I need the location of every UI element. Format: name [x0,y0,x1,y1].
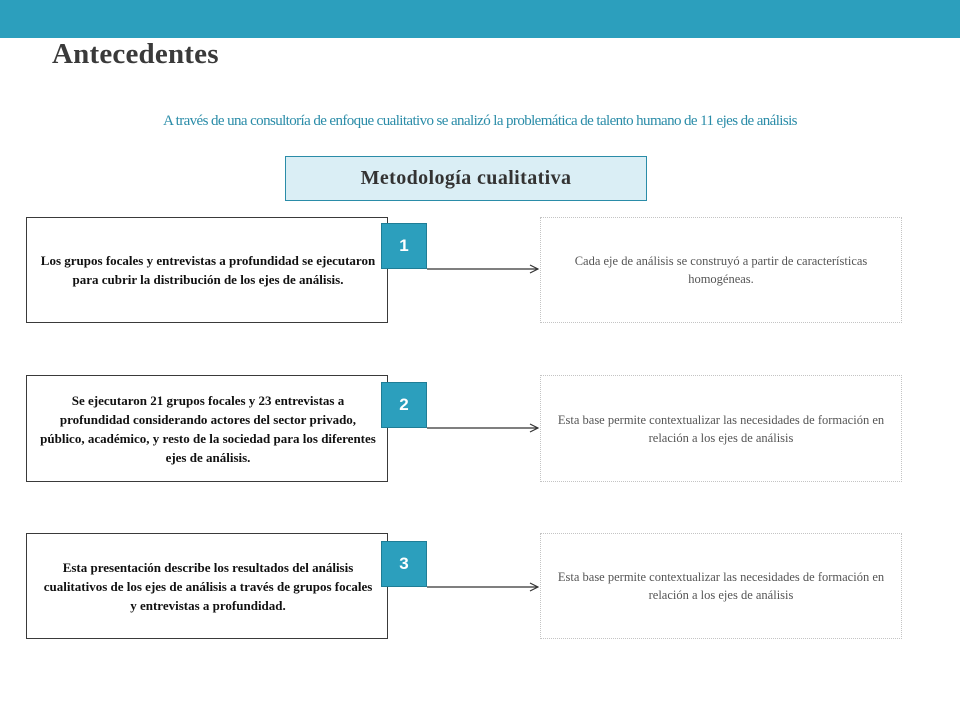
row-3-left-text: Esta presentación describe los resultados del análisis cualitativos de los ejes de análisis a través de grupos focales y entrevistas a profundidad. [43,559,373,613]
row-1-right-text: Cada eje de análisis se construyó a partir de características homogéneas. [574,254,868,286]
row-2-right-text: Esta base permite contextualizar las necesidades de formación en relación a los ejes de análisis [557,412,885,445]
page-title: Antecedentes [52,38,219,70]
row-2-right-box [540,375,902,482]
methodology-label: Metodología cualitativa [360,167,572,189]
row-1-left-text: Los grupos focales y entrevistas a profundidad se ejecutaron para cubrir la distribución de los ejes de análisis. [40,253,376,287]
row-1-right-box [540,217,902,323]
row-2-left-box [26,375,388,482]
row-1-number: 1 [399,236,409,255]
row-3-right-text: Esta base permite contextualizar las necesidades de formación en relación a los ejes de análisis [557,570,885,602]
row-3-left-box [26,533,388,639]
row-1-number-badge [381,223,427,269]
row-3-right-box [540,533,902,639]
row-2-number: 2 [399,395,409,414]
row-2-number-badge [381,382,427,428]
row-1-left-box [26,217,388,323]
row-2-left-text: Se ejecutaron 21 grupos focales y 23 entrevistas a profundidad considerando actores del sector privado, público, académico, y resto de la sociedad para los diferentes ejes de análisis. [40,392,376,465]
row-3-number: 3 [399,554,409,573]
page-subtitle: A través de una consultoría de enfoque cualitativo se analizó la problemática de talento humano de 11 ejes de análisis [163,113,797,129]
row-3-number-badge [381,541,427,587]
